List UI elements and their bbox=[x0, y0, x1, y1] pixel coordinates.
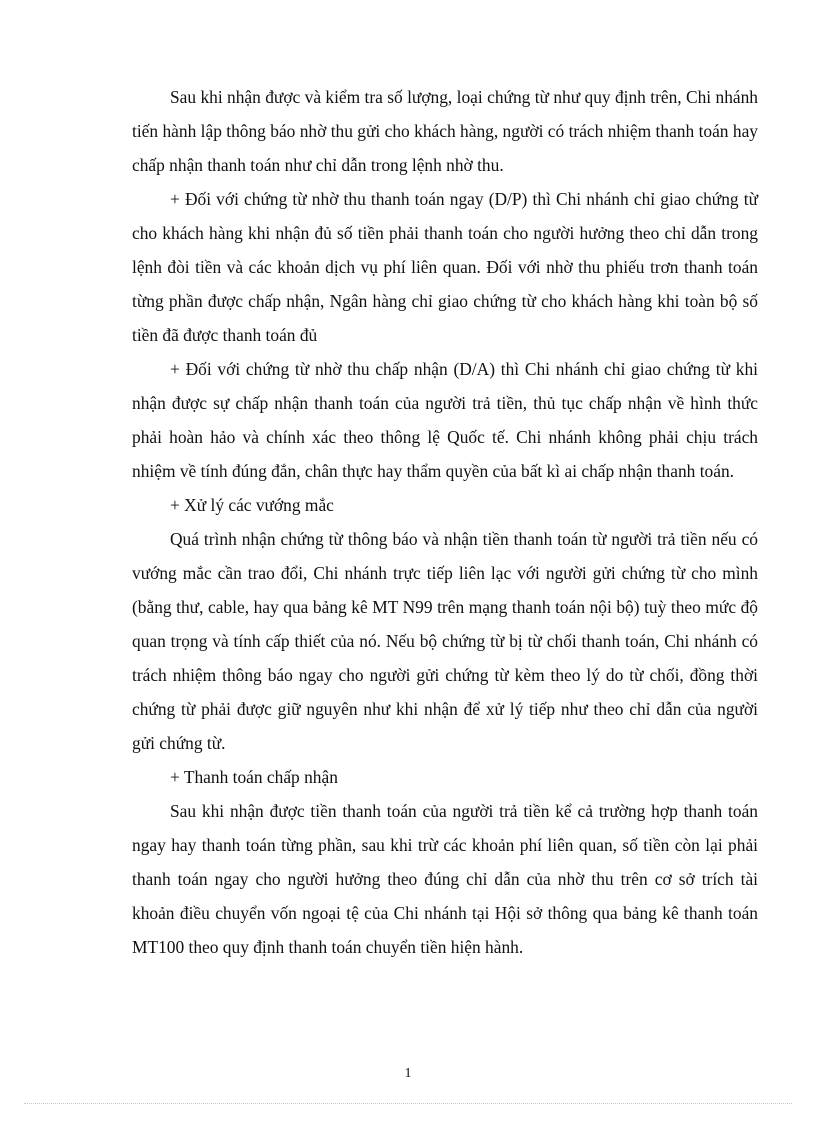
paragraph-documents-against-payment: + Đối với chứng từ nhờ thu thanh toán ngay (D/P) thì Chi nhánh chỉ giao chứng từ cho khách hàng khi nhận đủ số tiền phải thanh toán cho người hưởng theo chỉ dẫn trong lệnh đòi tiền và các khoản dịch vụ phí liên quan. Đối với nhờ thu phiếu trơn thanh toán từng phần được chấp nhận, Ngân hàng chỉ giao chứng từ cho khách hàng khi toàn bộ số tiền đã được thanh toán đủ bbox=[132, 189, 758, 345]
document-body bbox=[132, 80, 758, 964]
heading-handling-issues: + Xử lý các vướng mắc bbox=[170, 495, 334, 515]
paragraph-accepted-payment: Sau khi nhận được tiền thanh toán của người trả tiền kể cả trường hợp thanh toán ngay hay thanh toán từng phần, sau khi trừ các khoản phí liên quan, số tiền còn lại phải thanh toán ngay cho người hưởng theo đúng chỉ dẫn của nhờ thu trên cơ sở trích tài khoản điều chuyển vốn ngoại tệ của Chi nhánh tại Hội sở thông qua bảng kê thanh toán MT100 theo quy định thanh toán chuyển tiền hiện hành. bbox=[132, 801, 758, 957]
page-number: 1 bbox=[404, 1066, 412, 1081]
heading-accepted-payment: + Thanh toán chấp nhận bbox=[170, 767, 338, 787]
paragraph-collection-notice: Sau khi nhận được và kiểm tra số lượng, loại chứng từ như quy định trên, Chi nhánh tiến hành lập thông báo nhờ thu gửi cho khách hàng, người có trách nhiệm thanh toán hay chấp nhận thanh toán như chỉ dẫn trong lệnh nhờ thu. bbox=[132, 87, 758, 175]
paragraph-documents-against-acceptance: + Đối với chứng từ nhờ thu chấp nhận (D/A) thì Chi nhánh chỉ giao chứng từ khi nhận được sự chấp nhận thanh toán của người trả tiền, thủ tục chấp nhận về hình thức phải hoàn hảo và chính xác theo thông lệ Quốc tế. Chi nhánh không phải chịu trách nhiệm về tính đúng đắn, chân thực hay thẩm quyền của bất kì ai chấp nhận thanh toán. bbox=[132, 359, 758, 481]
paragraph-handling-issues: Quá trình nhận chứng từ thông báo và nhận tiền thanh toán từ người trả tiền nếu có vướng mắc cần trao đổi, Chi nhánh trực tiếp liên lạc với người gửi chứng từ cho mình (bằng thư, cable, hay qua bảng kê MT N99 trên mạng thanh toán nội bộ) tuỳ theo mức độ quan trọng và tính cấp thiết của nó. Nếu bộ chứng từ bị từ chối thanh toán, Chi nhánh có trách nhiệm thông báo ngay cho người gửi chứng từ kèm theo lý do từ chối, đồng thời chứng từ phải được giữ nguyên như khi nhận để xử lý tiếp như theo chỉ dẫn của người gửi chứng từ. bbox=[132, 529, 758, 753]
footer-divider bbox=[24, 1103, 792, 1104]
